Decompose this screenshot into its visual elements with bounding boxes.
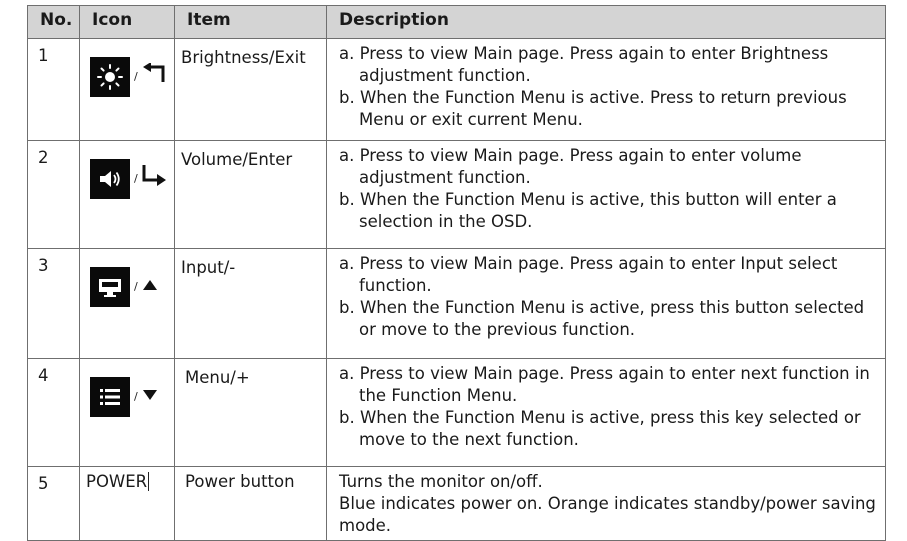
description-cell <box>327 39 886 141</box>
item-name-text: Power button <box>185 472 295 491</box>
up-triangle-icon <box>141 276 159 298</box>
item-name: Input/- <box>175 249 327 359</box>
input-icon <box>90 267 130 307</box>
button-description-table <box>27 5 886 541</box>
description-cell <box>327 249 886 359</box>
item-name-text: Menu/+ <box>185 368 250 387</box>
menu-icon <box>90 377 130 417</box>
description-line: a. Press to view Main page. Press again to enter next function in the Function Menu. <box>339 364 870 405</box>
item-name: Brightness/Exit <box>175 39 327 141</box>
item-name: Volume/Enter <box>175 141 327 249</box>
row-number: 3 <box>28 249 80 359</box>
header-row <box>28 6 886 39</box>
row-number: 2 <box>28 141 80 249</box>
down-triangle-icon <box>141 386 159 408</box>
description-cell <box>327 359 886 467</box>
item-name <box>175 467 327 541</box>
slash-separator: / <box>134 70 138 83</box>
item-name <box>175 359 327 467</box>
slash-separator: / <box>134 172 138 185</box>
description-line: b. When the Function Menu is active, press this key selected or move to the next function. <box>339 408 861 449</box>
row-number: 4 <box>28 359 80 467</box>
icon-cell <box>80 249 175 359</box>
return-arrow-icon <box>141 63 167 91</box>
description-line: a. Press to view Main page. Press again to enter Input select function. <box>339 254 838 295</box>
slash-separator: / <box>134 280 138 293</box>
description-cell <box>327 467 886 541</box>
table-row <box>28 141 886 249</box>
description-line: Blue indicates power on. Orange indicates standby/power saving mode. <box>339 494 876 535</box>
description-line: a. Press to view Main page. Press again to enter volume adjustment function. <box>339 146 802 187</box>
header-no: No. <box>28 6 80 39</box>
brightness-icon <box>90 57 130 97</box>
description-line: b. When the Function Menu is active, press this button selected or move to the previous function. <box>339 298 865 339</box>
header-item: Item <box>175 6 327 39</box>
row-number: 5 <box>28 467 80 541</box>
description-line: b. When the Function Menu is active. Press to return previous Menu or exit current Menu. <box>339 88 847 129</box>
description-line: Turns the monitor on/off. <box>339 472 543 491</box>
header-description: Description <box>327 6 886 39</box>
icon-cell <box>80 141 175 249</box>
volume-icon <box>90 159 130 199</box>
table-row <box>28 467 886 541</box>
header-icon: Icon <box>80 6 175 39</box>
power-label: POWER <box>86 472 148 491</box>
enter-arrow-icon <box>141 164 169 194</box>
icon-cell <box>80 39 175 141</box>
description-line: b. When the Function Menu is active, this button will enter a selection in the OSD. <box>339 190 837 231</box>
slash-separator: / <box>134 390 138 403</box>
row-number: 1 <box>28 39 80 141</box>
table-row <box>28 359 886 467</box>
table-row <box>28 249 886 359</box>
icon-cell <box>80 467 175 541</box>
icon-cell <box>80 359 175 467</box>
description-cell <box>327 141 886 249</box>
description-line: a. Press to view Main page. Press again to enter Brightness adjustment function. <box>339 44 829 85</box>
table-row <box>28 39 886 141</box>
